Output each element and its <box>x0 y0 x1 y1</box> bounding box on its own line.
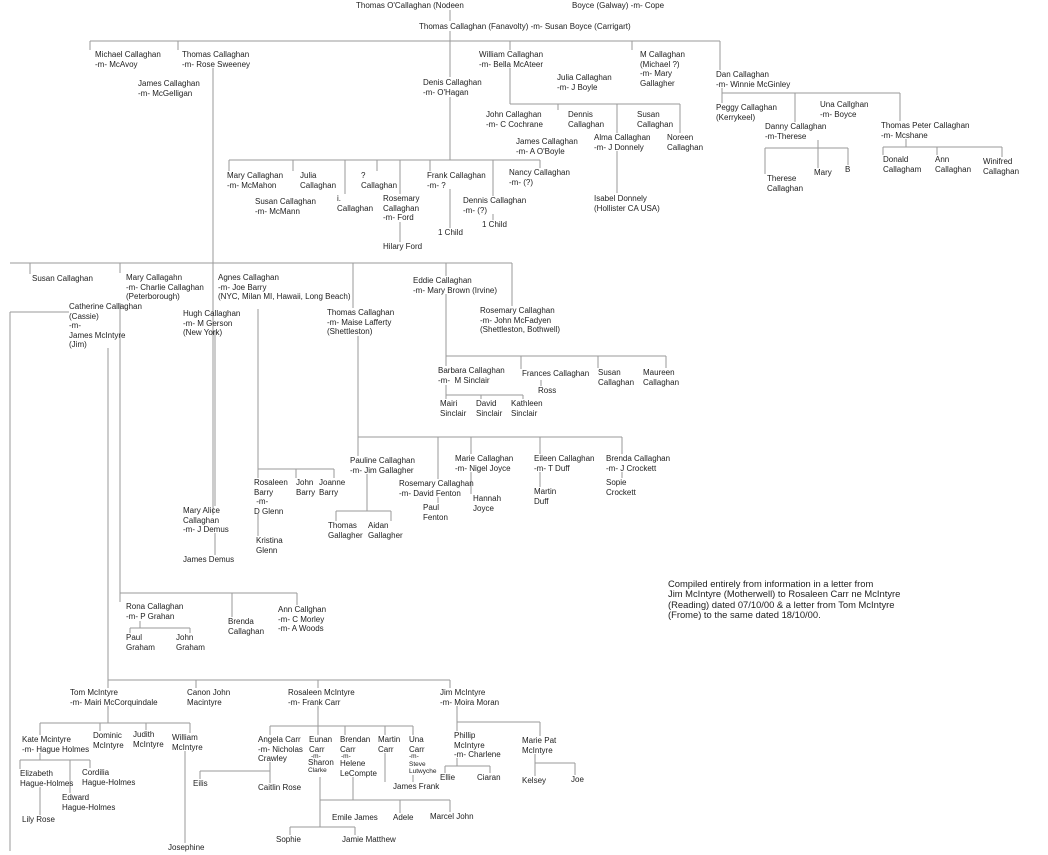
node-una-carr: Una Carr <box>409 735 425 754</box>
node-isabel-donnely: Isabel Donnely (Hollister CA USA) <box>594 194 660 213</box>
node-james-callaghan-oboyle: James Callaghan -m- A O'Boyle <box>516 137 578 156</box>
node-denis-callaghan: Denis Callaghan -m- O'Hagan <box>423 78 482 97</box>
node-thomas-ocallaghan: Thomas O'Callaghan (Nodeen <box>356 1 464 10</box>
node-danny-callaghan: Danny Callaghan -m-Therese <box>765 122 827 141</box>
node-sharon: Sharon <box>308 758 334 767</box>
node-boyce-galway: Boyce (Galway) -m- Cope <box>572 1 665 10</box>
node-kelsey: Kelsey <box>522 776 547 785</box>
node-william-callaghan: William Callaghan -m- Bella McAteer <box>479 50 544 69</box>
node-rosaleen-barry: Rosaleen Barry -m- D Glenn <box>254 478 288 516</box>
node-ciaran: Ciaran <box>477 773 501 782</box>
node-brendan-carr: Brendan Carr <box>340 735 371 754</box>
node-dennis-callaghan-2: Dennis Callaghan -m- (?) <box>463 196 527 215</box>
node-hilary-ford: Hilary Ford <box>383 242 423 251</box>
node-eunan-carr: Eunan Carr <box>309 735 333 754</box>
node-brendan-m: -m- <box>341 753 351 760</box>
node-maureen-callaghan: Maureen Callaghan <box>643 368 680 387</box>
node-julia-callaghan-2: Julia Callaghan <box>300 171 337 190</box>
node-clarke: Clarke <box>308 767 327 774</box>
node-one-child-1: 1 Child <box>438 228 463 237</box>
node-mary-b: Mary <box>814 168 832 177</box>
node-barbara-callaghan: Barbara Callaghan -m- M Sinclair <box>438 366 505 385</box>
node-susan-callaghan-mcmann: Susan Callaghan -m- McMann <box>255 197 316 216</box>
node-eunan-m: -m- <box>311 753 321 760</box>
node-catherine-callaghan: Catherine Callaghan (Cassie) -m- James McIntyre (Jim) <box>69 302 142 349</box>
node-i-callaghan: i. Callaghan <box>337 194 374 213</box>
node-aidan-gallagher: Aidan Gallagher <box>368 521 403 540</box>
node-josephine: Josephine <box>168 843 205 852</box>
node-tom-mcintyre: Tom McIntyre -m- Mairi McCorquindale <box>70 688 158 707</box>
node-thomas-fanavolty: Thomas Callaghan (Fanavolty) -m- Susan Boyce (Carrigart) <box>419 22 631 31</box>
node-kate-mcintyre: Kate Mcintyre -m- Hague Holmes <box>22 735 90 754</box>
node-susan-callaghan-2: Susan Callaghan <box>32 274 93 283</box>
node-donald-callagham: Donald Callagham <box>883 155 922 174</box>
node-b-child: B <box>845 165 851 174</box>
node-caitlin-rose: Caitlin Rose <box>258 783 302 792</box>
node-julia-callaghan-boyle: Julia Callaghan -m- J Boyle <box>557 73 612 92</box>
node-kathleen-sinclair: Kathleen Sinclair <box>511 399 543 418</box>
node-phillip-mcintyre: Phillip McIntyre -m- Charlene <box>454 731 501 759</box>
node-paul-fenton: Paul Fenton <box>423 503 448 522</box>
node-una-carr-spouse: -m- Steve Lutwyche <box>409 753 437 775</box>
node-william-mcintyre: William McIntyre <box>172 733 203 752</box>
node-ann-callaghan-1: Ann Callaghan <box>935 155 972 174</box>
node-hugh-callaghan: Hugh Callaghan -m- M Gerson (New York) <box>183 309 241 337</box>
node-jamie-matthew: Jamie Matthew <box>342 835 396 844</box>
node-john-callaghan-cochrane: John Callaghan -m- C Cochrane <box>486 110 543 129</box>
node-agnes-callaghan: Agnes Callaghan -m- Joe Barry (NYC, Milan MI, Hawaii, Long Beach) <box>218 273 351 301</box>
node-emile-james: Emile James <box>332 813 378 822</box>
node-therese-callaghan: Therese Callaghan <box>767 174 804 193</box>
node-michael-callaghan: Michael Callaghan -m- McAvoy <box>95 50 161 69</box>
node-john-graham: John Graham <box>176 633 205 652</box>
node-thomas-gallagher: Thomas Gallagher <box>328 521 363 540</box>
node-dennis-callaghan-1: Dennis Callaghan <box>568 110 605 129</box>
node-lily-rose: Lily Rose <box>22 815 55 824</box>
node-thomas-callaghan-rose: Thomas Callaghan -m- Rose Sweeney <box>182 50 251 69</box>
node-james-callaghan-mcgelligan: James Callaghan -m- McGelligan <box>138 79 200 98</box>
node-mary-callagahn: Mary Callagahn -m- Charlie Callaghan (Peterborough) <box>126 273 204 301</box>
node-mairi-sinclair: Mairi Sinclair <box>440 399 467 418</box>
node-jim-mcintyre: Jim McIntyre -m- Moira Moran <box>440 688 500 707</box>
node-one-child-2: 1 Child <box>482 220 507 229</box>
node-james-demus: James Demus <box>183 555 235 564</box>
node-m-callaghan: M Callaghan (Michael ?) -m- Mary Gallagher <box>640 50 685 88</box>
node-david-sinclair: David Sinclair <box>476 399 503 418</box>
node-mary-alice: Mary Alice Callaghan -m- J Demus <box>183 506 229 534</box>
node-eileen-callaghan: Eileen Callaghan -m- T Duff <box>534 454 595 473</box>
node-ann-callghan: Ann Callghan -m- C Morley -m- A Woods <box>278 605 327 633</box>
node-helene-lecompte: Helene LeCompte <box>340 759 377 778</box>
node-rosemary-callaghan-ford: Rosemary Callaghan -m- Ford <box>383 194 420 222</box>
node-alma-callaghan: Alma Callaghan -m- J Donnely <box>594 133 651 152</box>
node-eilis: Eilis <box>193 779 208 788</box>
node-marie-pat: Marie Pat McIntyre <box>522 736 557 755</box>
node-rosemary-callaghan-mcfadyen: Rosemary Callaghan -m- John McFadyen (Shettleston, Bothwell) <box>480 306 561 334</box>
node-paul-graham: Paul Graham <box>126 633 155 652</box>
node-martin-duff: Martin Duff <box>534 487 557 506</box>
node-rona-callaghan: Rona Callaghan -m- P Grahan <box>126 602 184 621</box>
node-noreen-callaghan: Noreen Callaghan <box>667 133 704 152</box>
node-marcel-john: Marcel John <box>430 812 474 821</box>
node-kristina-glenn: Kristina Glenn <box>256 536 283 555</box>
node-hannah-joyce: Hannah Joyce <box>473 494 502 513</box>
node-marie-callaghan: Marie Callaghan -m- Nigel Joyce <box>455 454 514 473</box>
source-note: Compiled entirely from information in a letter from Jim McIntyre (Motherwell) to Rosaleen Carr ne McIntyre (Reading) dated 07/10/00 & a letter from Tom McIntyre (Frome) to the same dated 18/10/00. <box>668 578 901 621</box>
node-frank-callaghan: Frank Callaghan -m- ? <box>427 171 486 190</box>
node-canon-john: Canon John Macintyre <box>187 688 231 707</box>
node-cordilia-hague: Cordilia Hague-Holmes <box>82 768 136 787</box>
node-rosaleen-mcintyre: Rosaleen McIntyre -m- Frank Carr <box>288 688 355 707</box>
node-judith-mcintyre: Judith McIntyre <box>133 730 164 749</box>
node-ellie: Ellie <box>440 773 456 782</box>
node-susan-callaghan-1: Susan Callaghan <box>637 110 674 129</box>
node-susan-callaghan-3: Susan Callaghan <box>598 368 635 387</box>
node-frances-callaghan: Frances Callaghan <box>522 369 590 378</box>
node-q-callaghan: ? Callaghan <box>361 171 398 190</box>
node-sophie: Sophie <box>276 835 301 844</box>
node-brenda-callaghan-2: Brenda Callaghan <box>228 617 265 636</box>
node-winifred-callaghan: Winifred Callaghan <box>983 157 1020 176</box>
node-joe: Joe <box>571 775 584 784</box>
node-james-frank: James Frank <box>393 782 440 791</box>
node-sopie-crockett: Sopie Crockett <box>606 478 636 497</box>
node-edward-hague: Edward Hague-Holmes <box>62 793 116 812</box>
node-thomas-callaghan-maise: Thomas Callaghan -m- Maise Lafferty (Shettleston) <box>327 308 395 336</box>
node-rosemary-callaghan-fenton: Rosemary Callaghan -m- David Fenton <box>399 479 474 498</box>
node-mary-callaghan-mcmahon: Mary Callaghan -m- McMahon <box>227 171 284 190</box>
node-dominic-mcintyre: Dominic McIntyre <box>93 731 124 750</box>
node-adele: Adele <box>393 813 414 822</box>
node-martin-carr: Martin Carr <box>378 735 401 754</box>
node-john-barry: John Barry <box>296 478 316 497</box>
node-ross: Ross <box>538 386 557 395</box>
node-elizabeth-hague: Elizabeth Hague-Holmes <box>20 769 74 788</box>
node-una-callghan: Una Callghan -m- Boyce <box>820 100 869 119</box>
node-peggy-callaghan: Peggy Callaghan (Kerrykeel) <box>716 103 777 122</box>
node-eddie-callaghan: Eddie Callaghan -m- Mary Brown (Irvine) <box>413 276 498 295</box>
node-dan-callaghan: Dan Callaghan -m- Winnie McGinley <box>716 70 791 89</box>
node-thomas-peter: Thomas Peter Callaghan -m- Mcshane <box>881 121 970 140</box>
node-brenda-callaghan-1: Brenda Callaghan -m- J Crockett <box>606 454 671 473</box>
node-nancy-callaghan: Nancy Callaghan -m- (?) <box>509 168 570 187</box>
node-joanne-barry: Joanne Barry <box>319 478 346 497</box>
node-pauline-callaghan: Pauline Callaghan -m- Jim Gallagher <box>350 456 415 475</box>
node-angela-carr: Angela Carr -m- Nicholas Crawley <box>258 735 303 763</box>
